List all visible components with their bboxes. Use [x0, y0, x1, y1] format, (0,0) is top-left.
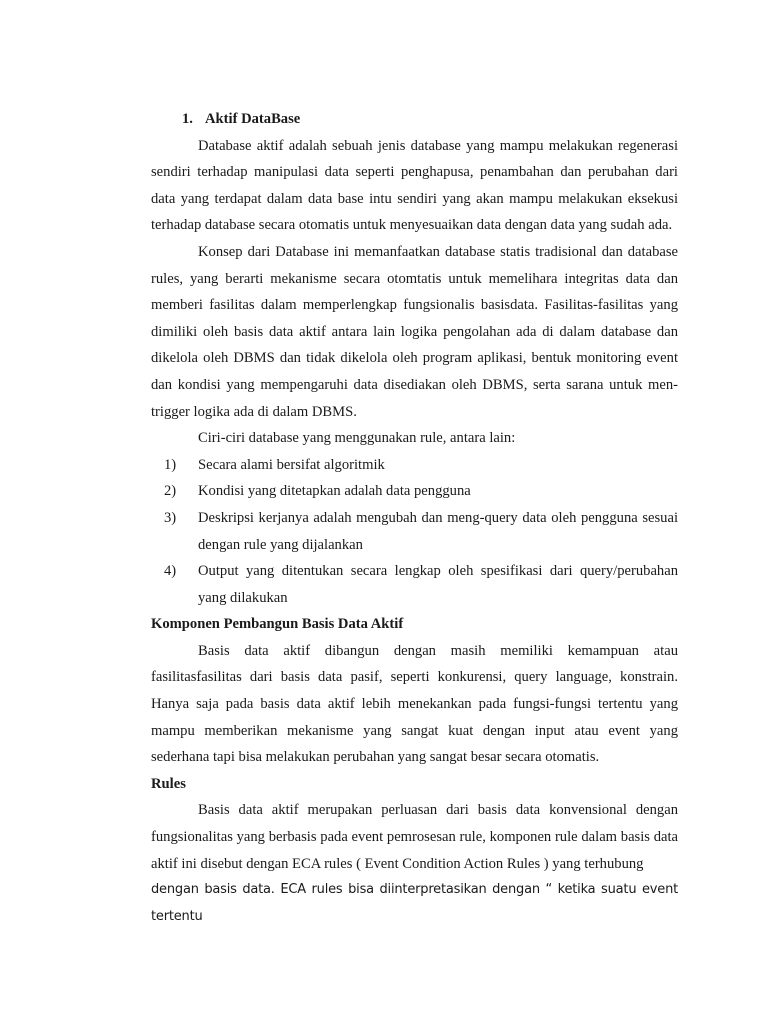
paragraph-concept: Konsep dari Database ini memanfaatkan database statis tradisional dan database rules, yang berarti mekanisme secara otomtatis untuk memelihara integritas data dan memberi fasilitas dalam memperlengkap fungsionalis basisdata. Fasilitas-fasilitas yang dimiliki oleh basis data aktif antara lain logika pengolahan ada di dalam database dan dikelola oleh DBMS dan tidak dikelola oleh program aplikasi, bentuk monitoring event dan kondisi yang mempengaruhi data disediakan oleh DBMS, serta sarana untuk men-trigger logika ada di dalam DBMS. [151, 243, 678, 420]
section-heading-komponen: Komponen Pembangun Basis Data Aktif [151, 616, 404, 633]
list-item-text: Secara alami bersifat algoritmik [198, 456, 385, 473]
paragraph-list-intro: Ciri-ciri database yang menggunakan rule, antara lain: [198, 430, 516, 447]
list-item [151, 558, 678, 611]
list-item [151, 452, 678, 479]
paragraph-definition: Database aktif adalah sebuah jenis database yang mampu melakukan regenerasi sendiri terhadap manipulasi data seperti penghapusa, penambahan dan perubahan dari data yang terdapat dalam data base intu sendiri yang akan mampu melakukan eksekusi terhadap database secara otomatis untuk menyesuaikan data dengan data yang sudah ada. [151, 137, 678, 234]
list-marker: 2) [164, 483, 177, 500]
section-heading-rules: Rules [151, 775, 186, 792]
paragraph-rules-continuation: dengan basis data. ECA rules bisa diinterpretasikan dengan “ ketika suatu event tertentu [151, 882, 678, 924]
document-page [151, 106, 678, 930]
paragraph-rules: Basis data aktif merupakan perluasan dari basis data konvensional dengan fungsionalitas yang berbasis pada event pemrosesan rule, komponen rule dalam basis data aktif ini disebut dengan ECA rules ( Event Condition Action Rules ) yang terhubung [151, 802, 678, 872]
characteristics-list [151, 452, 678, 612]
section-number: 1. [182, 111, 193, 127]
list-marker: 1) [164, 456, 177, 473]
list-item [151, 505, 678, 558]
section-title: Aktif DataBase [205, 111, 301, 127]
paragraph-komponen: Basis data aktif dibangun dengan masih memiliki kemampuan atau fasilitasfasilitas dari basis data pasif, seperti konkurensi, query language, konstrain. Hanya saja pada basis data aktif lebih menekankan pada fungsi-fungsi tertentu yang mampu memberikan mekanisme yang sangat kuat dengan input atau event yang sederhana tapi bisa melakukan perubahan yang sangat besar secara otomatis. [151, 642, 678, 766]
list-marker: 4) [164, 563, 177, 580]
list-item-text: Deskripsi kerjanya adalah mengubah dan meng-query data oleh pengguna sesuai dengan rule yang dijalankan [198, 509, 678, 553]
list-item [151, 478, 678, 505]
section-heading-aktif-database [151, 106, 678, 133]
list-item-text: Output yang ditentukan secara lengkap oleh spesifikasi dari query/perubahan yang dilakukan [198, 563, 678, 606]
list-item-text: Kondisi yang ditetapkan adalah data pengguna [198, 483, 471, 500]
list-marker: 3) [164, 509, 177, 526]
